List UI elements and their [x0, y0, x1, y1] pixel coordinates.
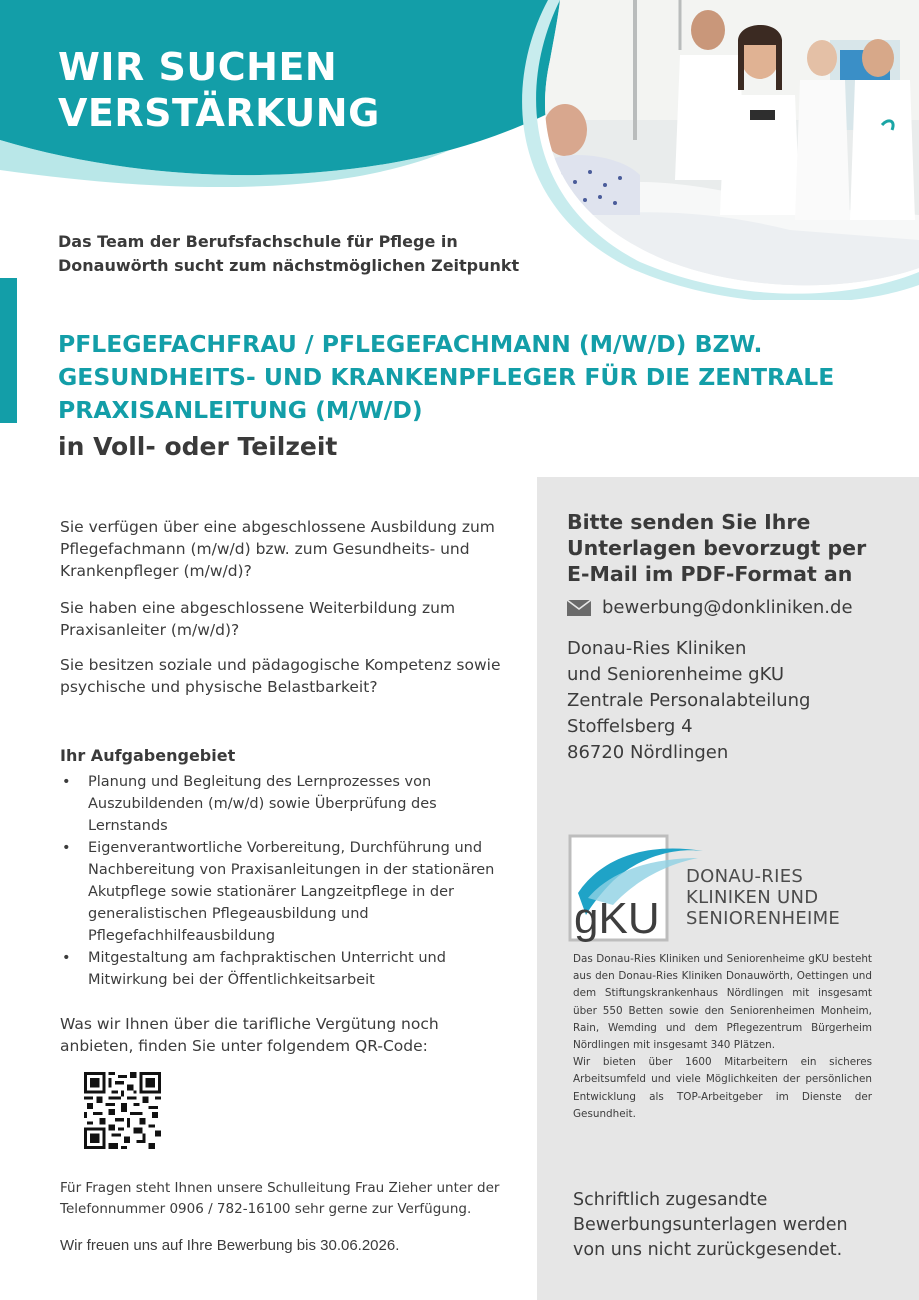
application-heading-line: Bitte senden Sie Ihre — [567, 510, 811, 534]
list-item — [60, 837, 510, 947]
job-subtitle: in Voll- oder Teilzeit — [58, 432, 338, 461]
logo-text — [686, 866, 840, 929]
list-item — [60, 771, 510, 837]
about-paragraph: Das Donau-Ries Kliniken und Seniorenheime gKU besteht aus den Donau-Ries Kliniken Donauwörth, Oettingen und dem Stiftungskrankenhaus Nördlingen mit insgesamt über 550 Betten sowie den Seniorenheimen Monheim, Rain, Wemding und dem Pflegezentrum Bürgerheim Nördlingen mit insgesamt 340 Plätzen. — [573, 953, 872, 1052]
header-photo — [530, 0, 919, 290]
bullet: • — [62, 840, 71, 856]
job-title — [58, 328, 908, 427]
returned-line: von uns nicht zurückgesendet. — [573, 1240, 843, 1260]
requirement-text: Sie verfügen über eine abgeschlossene Ausbildung zum Pflegefachmann (m/w/d) bzw. zum Gesundheits- und Krankenpfleger (m/w/d)? — [60, 518, 495, 580]
salary-text: Was wir Ihnen über die tarifliche Vergütung noch anbieten, finden Sie unter folgendem QR-Code: — [60, 1015, 439, 1055]
about-text — [573, 951, 872, 1123]
envelope-icon — [567, 600, 591, 616]
task-text: Mitgestaltung am fachpraktischen Unterricht und Mitwirkung bei der Öffentlichkeitsarbeit — [88, 950, 446, 988]
job-title-line: GESUNDHEITS- UND KRANKENPFLEGER FÜR DIE ZENTRALE — [58, 363, 835, 391]
about-paragraph: Wir bieten über 1600 Mitarbeitern ein sicheres Arbeitsumfeld und viele Möglichkeiten der persönlichen Entwicklung als TOP-Arbeitgeber im Dienste der Gesundheit. — [573, 1056, 872, 1120]
accent-bar — [0, 278, 17, 423]
postal-address — [567, 636, 810, 766]
address-line: und Seniorenheime gKU — [567, 664, 785, 685]
returned-notice — [573, 1188, 893, 1263]
email-link[interactable]: bewerbung@donkliniken.de — [602, 597, 853, 618]
intro-line: Das Team der Berufsfachschule für Pflege in — [58, 232, 458, 251]
intro-text — [58, 230, 519, 278]
job-title-line: PFLEGEFACHFRAU / PFLEGEFACHMANN (M/W/D) BZW. — [58, 330, 763, 358]
address-line: 86720 Nördlingen — [567, 742, 729, 763]
logo-mark: gKU — [574, 894, 660, 943]
headline-line: WIR SUCHEN — [58, 45, 338, 89]
bullet: • — [62, 950, 71, 966]
address-line: Zentrale Personalabteilung — [567, 690, 811, 711]
address-line: Donau-Ries Kliniken — [567, 638, 747, 659]
intro-line: Donauwörth sucht zum nächstmöglichen Zeitpunkt — [58, 256, 520, 275]
questions-text: Für Fragen steht Ihnen unsere Schulleitung Frau Zieher unter der Telefonnummer 0906 / 782-16100 sehr gerne zur Verfügung. — [60, 1180, 500, 1217]
requirement-text: Sie haben eine abgeschlossene Weiterbildung zum Praxisanleiter (m/w/d)? — [60, 599, 456, 639]
job-title-line: PRAXISANLEITUNG (M/W/D) — [58, 396, 423, 424]
logo-text-line: SENIORENHEIME — [686, 908, 841, 929]
application-heading — [567, 509, 897, 587]
tasks-heading: Ihr Aufgabengebiet — [60, 746, 236, 765]
email-row[interactable] — [567, 597, 853, 618]
returned-line: Bewerbungsunterlagen werden — [573, 1215, 848, 1235]
task-text: Eigenverantwortliche Vorbereitung, Durchführung und Nachbereitung von Praxisanleitungen in der stationären Akutpflege sowie stationärer Langzeitpflege in der generalistischen Pflegeausbildung und Pflegefachhilfeausbildung — [88, 840, 495, 944]
list-item — [60, 947, 510, 991]
deadline-text: Wir freuen uns auf Ihre Bewerbung bis 30.06.2026. — [60, 1237, 400, 1254]
headline-line: VERSTÄRKUNG — [58, 91, 380, 135]
returned-line: Schriftlich zugesandte — [573, 1190, 768, 1210]
requirement-text: Sie besitzen soziale und pädagogische Kompetenz sowie psychische und physische Belastbarkeit? — [60, 656, 501, 696]
qr-code[interactable] — [84, 1072, 161, 1149]
tasks-list — [60, 771, 510, 991]
headline — [58, 44, 380, 136]
logo-text-line: DONAU-RIES — [686, 866, 804, 887]
task-text: Planung und Begleitung des Lernprozesses von Auszubildenden (m/w/d) sowie Überprüfung des Lernstands — [88, 774, 437, 834]
application-heading-line: Unterlagen bevorzugt per — [567, 536, 867, 560]
application-heading-line: E-Mail im PDF-Format an — [567, 562, 853, 586]
logo-text-line: KLINIKEN UND — [686, 887, 819, 908]
address-line: Stoffelsberg 4 — [567, 716, 693, 737]
bullet: • — [62, 774, 71, 790]
